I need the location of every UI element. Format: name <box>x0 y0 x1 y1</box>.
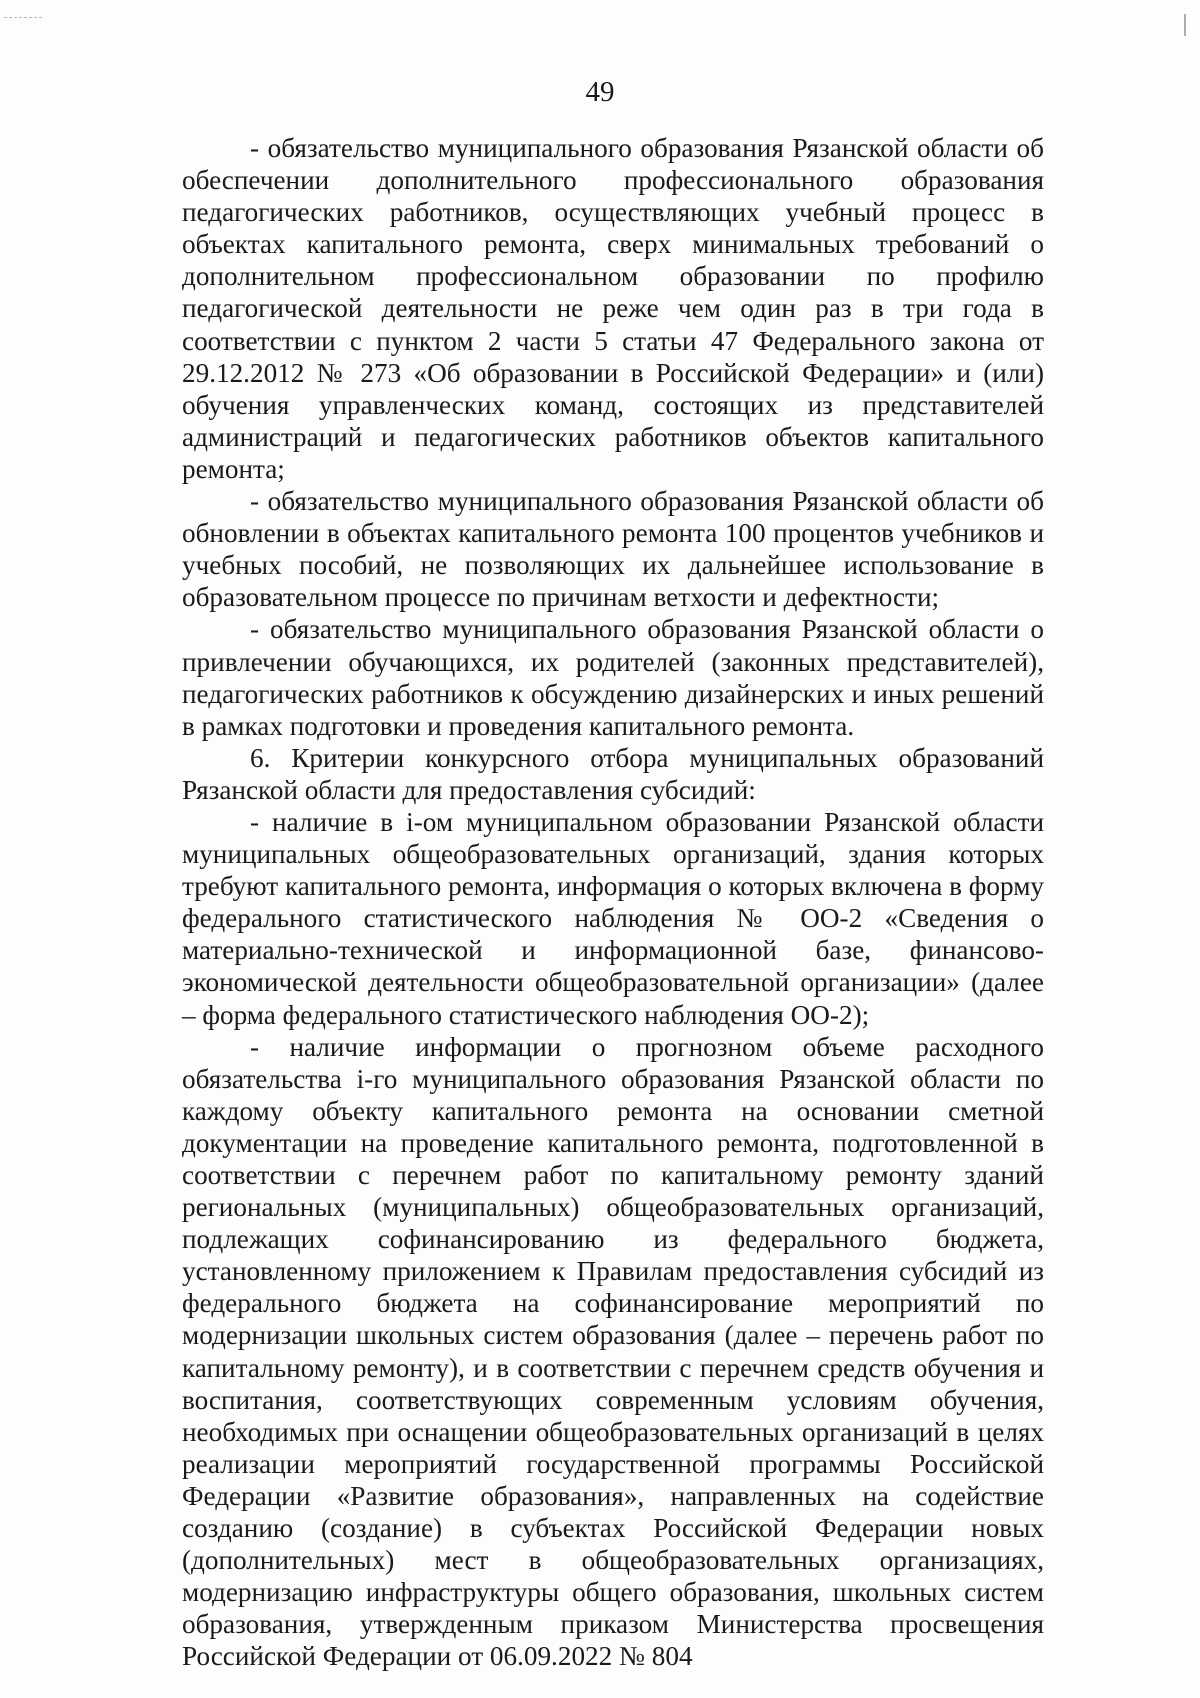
document-body <box>182 132 1044 1673</box>
paragraph-obligation-textbooks: - обязательство муниципального образования Рязанской области об обновлении в объектах капитального ремонта 100 процентов учебников и учебных пособий, не позволяющих их дальнейшее использование в образовательном процессе по причинам ветхости и дефектности; <box>182 486 1044 613</box>
page-number: 49 <box>585 76 615 108</box>
scan-artifact <box>1184 14 1186 36</box>
paragraph-criterion-buildings: - наличие в i-ом муниципальном образовании Рязанской области муниципальных общеобразовательных организаций, здания которых требуют капитального ремонта, информация о которых включена в форму федерального статистического наблюдения № ОО-2 «Сведения о материально-технической и информационной базе, финансово-экономической деятельности общеобразовательной организации» (далее – форма федерального статистического наблюдения ОО-2); <box>182 806 1044 1030</box>
paragraph-obligation-involvement: - обязательство муниципального образования Рязанской области о привлечении обучающихся, их родителей (законных представителей), педагогических работников к обсуждению дизайнерских и иных решений в рамках подготовки и проведения капитального ремонта. <box>182 614 1044 741</box>
scan-artifact <box>4 17 42 19</box>
paragraph-selection-criteria-heading: 6. Критерии конкурсного отбора муниципальных образований Рязанской области для предоставления субсидий: <box>182 742 1044 805</box>
paragraph-criterion-expenditure: - наличие информации о прогнозном объеме расходного обязательства i-го муниципального образования Рязанской области по каждому объекту капитального ремонта на основании сметной документации на проведение капитального ремонта, подготовленной в соответствии с перечнем работ по капитальному ремонту зданий региональных (муниципальных) общеобразовательных организаций, подлежащих софинансированию из федерального бюджета, установленному приложением к Правилам предоставления субсидий из федерального бюджета на софинансирование мероприятий по модернизации школьных систем образования (далее – перечень работ по капитальному ремонту), и в соответствии с перечнем средств обучения и воспитания, соответствующих современным условиям обучения, необходимых при оснащении общеобразовательных организаций в целях реализации мероприятий государственной программы Российской Федерации «Развитие образования», направленных на содействие созданию (создание) в субъектах Российской Федерации новых (дополнительных) мест в общеобразовательных организациях, модернизацию инфраструктуры общего образования, школьных систем образования, утвержденным приказом Министерства просвещения Российской Федерации от 06.09.2022 № 804 <box>182 1031 1044 1672</box>
paragraph-obligation-training: - обязательство муниципального образования Рязанской области об обеспечении дополнительного профессионального образования педагогических работников, осуществляющих учебный процесс в объектах капитального ремонта, сверх минимальных требований о дополнительном профессиональном образовании по профилю педагогической деятельности не реже чем один раз в три года в соответствии с пунктом 2 части 5 статьи 47 Федерального закона от 29.12.2012 № 273 «Об образовании в Российской Федерации» и (или) обучения управленческих команд, состоящих из представителей администраций и педагогических работников объектов капитального ремонта; <box>182 133 1044 484</box>
